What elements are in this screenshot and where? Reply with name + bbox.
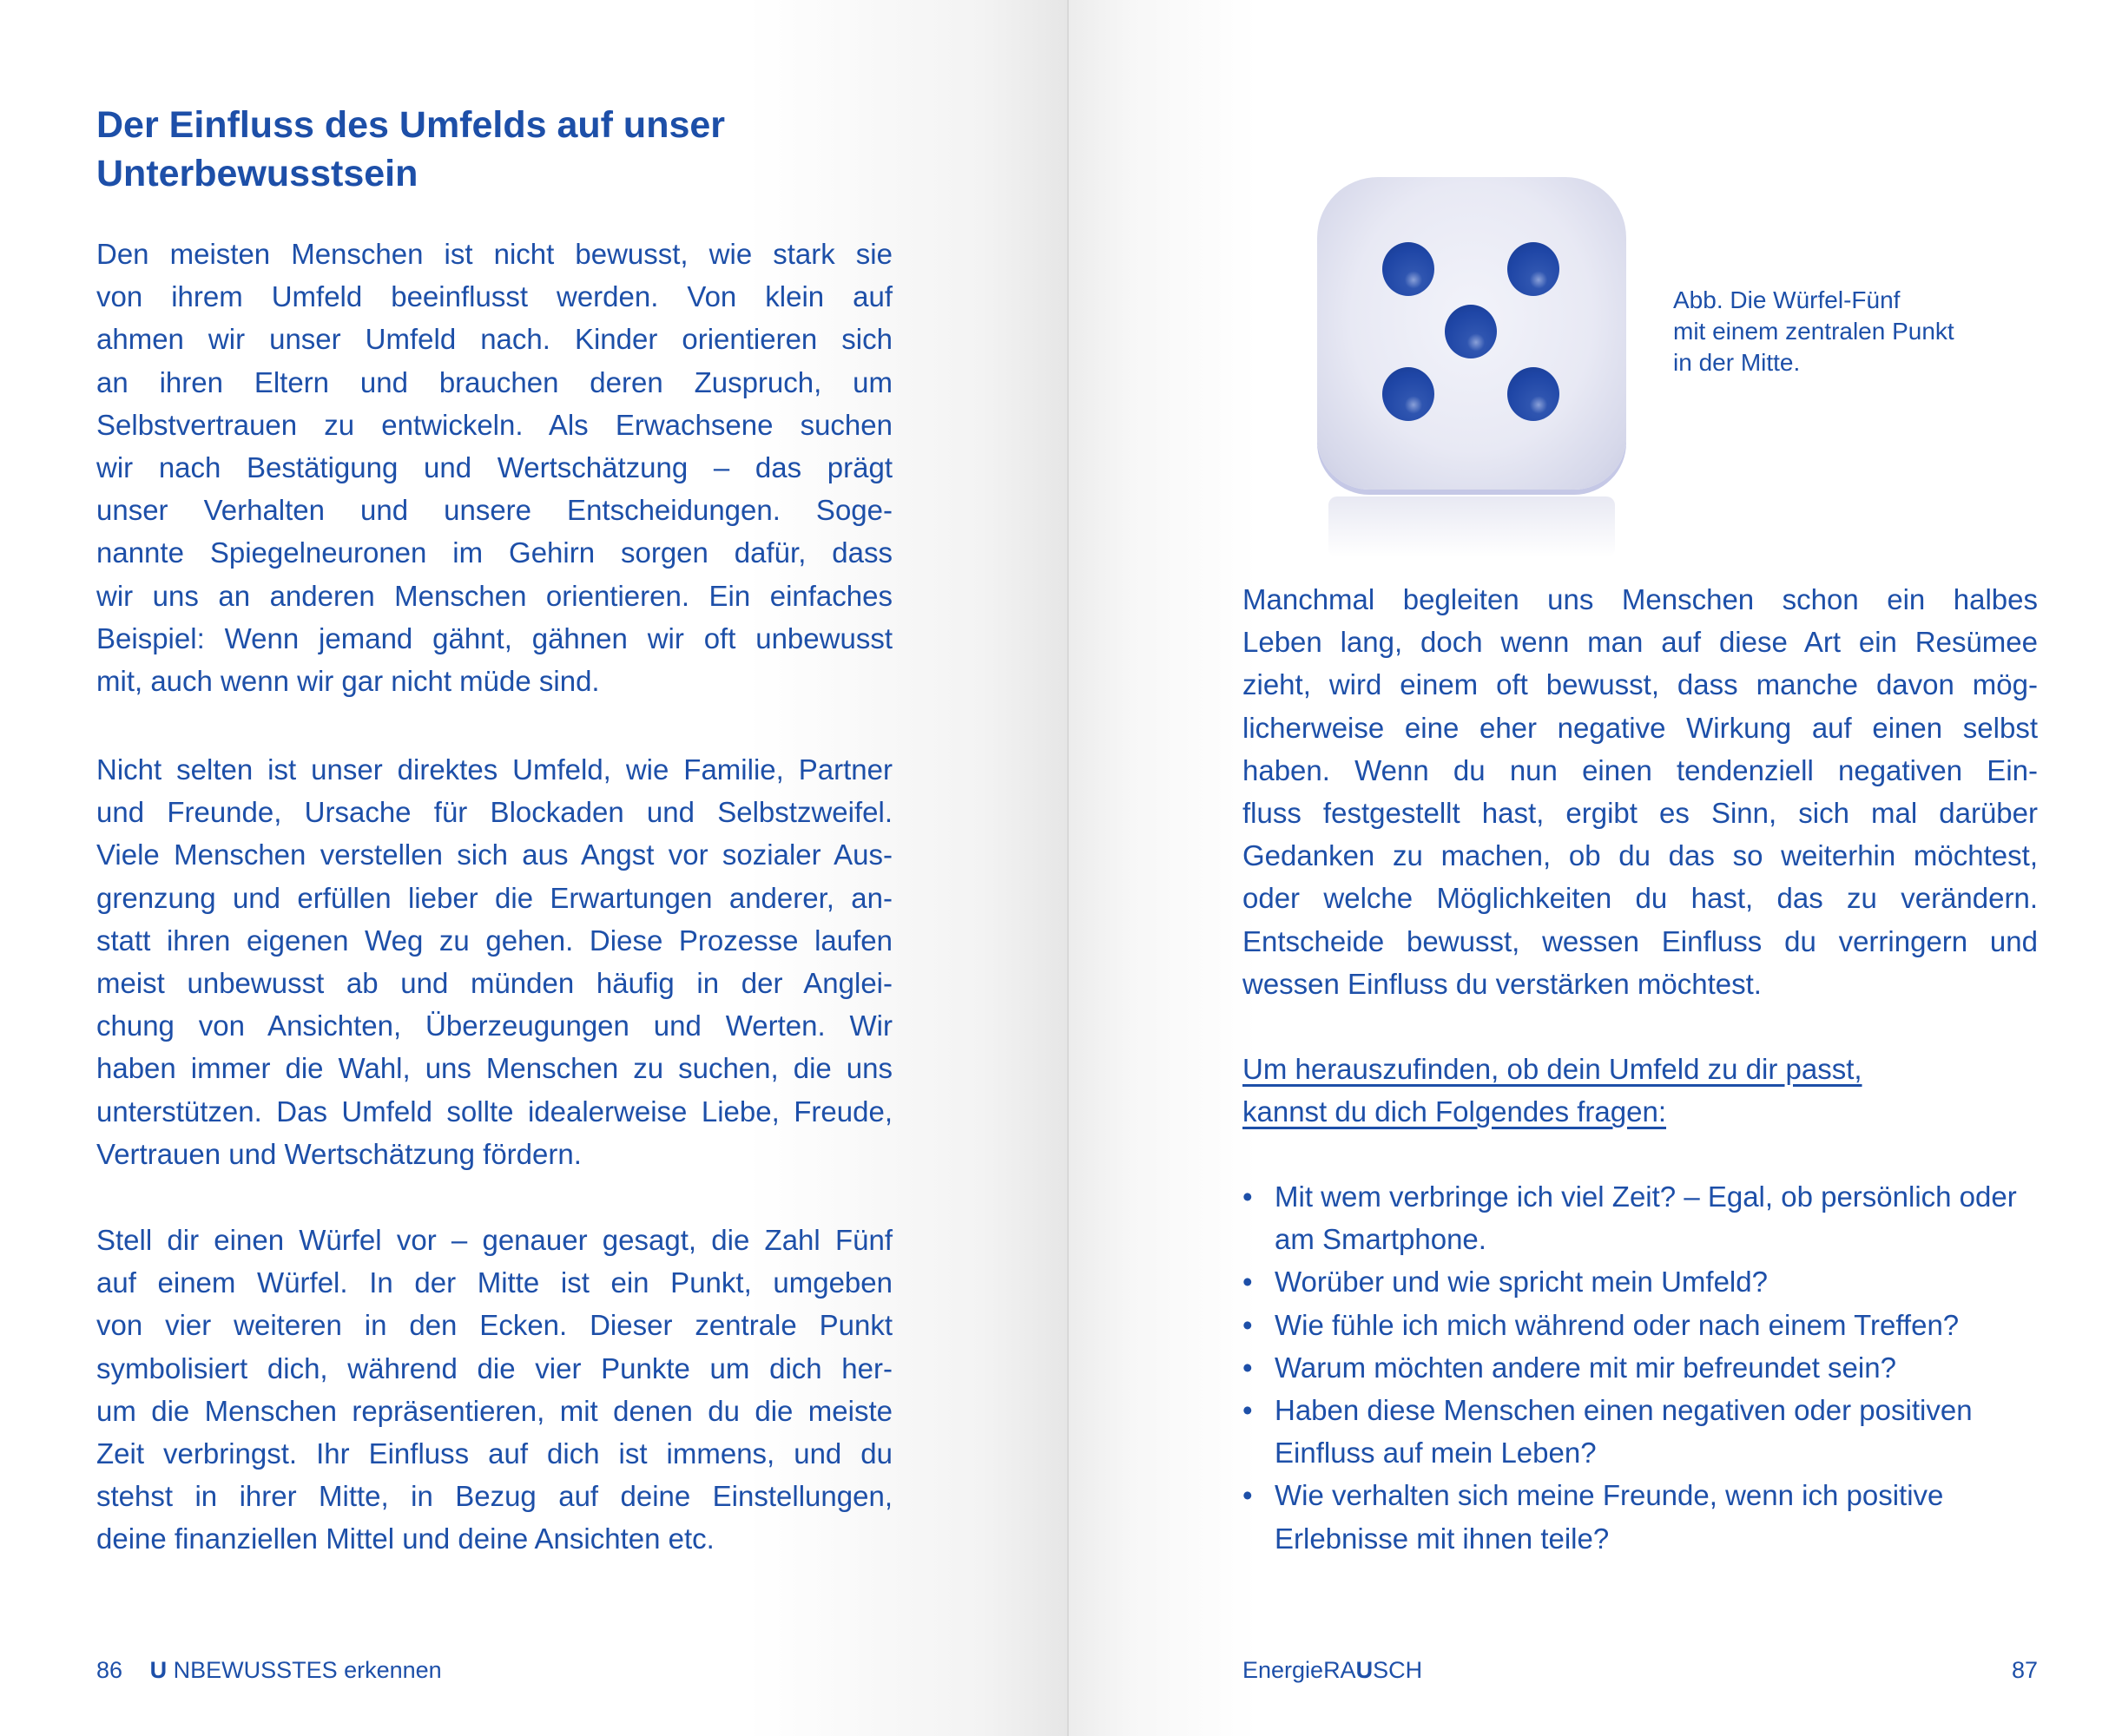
list-item (1242, 1389, 2038, 1474)
text-line: Selbstvertrauen zu entwickeln. Als Erwachsene suchen (96, 408, 893, 441)
caption-line: mit einem zentralen Punkt (1673, 318, 1954, 345)
paragraph-3 (96, 1219, 893, 1561)
text-line: mit, auch wenn wir gar nicht müde sind. (96, 664, 600, 697)
text-line: fluss festgestellt hast, ergibt es Sinn, sich mal darüber (1242, 796, 2038, 829)
caption-line: Abb. Die Würfel-Fünf (1673, 286, 1901, 313)
text-line: Beispiel: Wenn jemand gähnt, gähnen wir oft unbewusst (96, 621, 893, 654)
text-line: haben immer die Wahl, uns Menschen zu suchen, die uns (96, 1052, 893, 1085)
book-title-part: SCH (1373, 1657, 1423, 1683)
text-line: um die Menschen repräsentieren, mit denen du die meiste (96, 1394, 893, 1427)
text-line: Manchmal begleiten uns Menschen schon ein halbes (1242, 583, 2038, 615)
intro-line: Um herauszufinden, ob dein Umfeld zu dir passt, (1242, 1053, 1862, 1085)
text-line: von vier weiteren in den Ecken. Dieser zentrale Punkt (96, 1309, 893, 1342)
chapter-heading (96, 101, 725, 198)
die-five-image (1317, 177, 1626, 490)
right-page-number: 87 (2011, 1657, 2038, 1683)
book-spine (1067, 0, 1069, 1736)
text-line: meist unbewusst ab und münden häufig in der Anglei- (96, 966, 893, 999)
bullet-icon: • (1242, 1394, 1253, 1427)
question-text: Haben diese Menschen einen negativen oder positiven Einfluss auf mein Leben? (1275, 1394, 1973, 1470)
text-line: Viele Menschen verstellen sich aus Angst vor sozialer Aus- (96, 838, 893, 871)
bullet-icon: • (1242, 1479, 1253, 1512)
section-initial: U (149, 1657, 168, 1683)
list-item (1242, 1346, 2038, 1389)
text-line: symbolisiert dich, während die vier Punkte um dich her- (96, 1351, 893, 1384)
text-line: auf einem Würfel. In der Mitte ist ein Punkt, umgeben (96, 1266, 893, 1299)
text-line: Leben lang, doch wenn man auf diese Art ein Resümee (1242, 626, 2038, 659)
question-text: Wie fühle ich mich während oder nach einem Treffen? (1275, 1308, 1960, 1341)
list-item (1242, 1260, 2038, 1303)
text-line: statt ihren eigenen Weg zu gehen. Diese Prozesse laufen (96, 924, 893, 957)
text-line: wir uns an anderen Menschen orientieren. Ein einfaches (96, 579, 893, 612)
text-line: an ihren Eltern und brauchen deren Zuspruch, um (96, 365, 893, 398)
text-line: ahmen wir unser Umfeld nach. Kinder orientieren sich (96, 323, 893, 356)
text-line: Stell dir einen Würfel vor – genauer gesagt, die Zahl Fünf (96, 1224, 893, 1256)
die-pip (1507, 367, 1559, 421)
text-line: Den meisten Menschen ist nicht bewusst, wie stark sie (96, 238, 893, 270)
bullet-icon: • (1242, 1266, 1253, 1299)
paragraph-2 (96, 748, 893, 1175)
bullet-icon: • (1242, 1180, 1253, 1213)
page-number: 86 (96, 1657, 123, 1683)
text-line: Zeit verbringst. Ihr Einfluss auf dich ist immens, und du (96, 1437, 893, 1470)
text-line: unser Verhalten und unsere Entscheidungen. Soge- (96, 494, 893, 527)
text-line: Nicht selten ist unser direktes Umfeld, wie Familie, Partner (96, 753, 893, 786)
figure-caption (1673, 285, 1954, 378)
text-line: nannte Spiegelneuronen im Gehirn sorgen dafür, dass (96, 536, 893, 569)
text-line: Vertrauen und Wertschätzung fördern. (96, 1137, 582, 1170)
book-title-initial: U (1355, 1657, 1374, 1683)
text-line: Gedanken zu machen, ob du das so weiterhin möchtest, (1242, 839, 2038, 872)
caption-line: in der Mitte. (1673, 349, 1801, 376)
list-item (1242, 1175, 2038, 1260)
heading-line: Unterbewusstsein (96, 153, 418, 194)
text-line: grenzung und erfüllen lieber die Erwartungen anderer, an- (96, 881, 893, 914)
die-pip (1382, 367, 1434, 421)
text-line: wir nach Bestätigung und Wertschätzung – das prägt (96, 450, 893, 483)
paragraph-1 (96, 233, 893, 702)
die-pip-center (1445, 305, 1497, 358)
text-line: Entscheide bewusst, wessen Einfluss du verringern und (1242, 924, 2038, 957)
text-line: unterstützen. Das Umfeld sollte idealerweise Liebe, Freude, (96, 1095, 893, 1128)
section-name: NBEWUSSTES erkennen (173, 1657, 442, 1683)
text-line: oder welche Möglichkeiten du hast, das zu verändern. (1242, 882, 2038, 915)
left-footer (96, 1654, 442, 1686)
text-line: und Freunde, Ursache für Blockaden und Selbstzweifel. (96, 796, 893, 829)
die-pip (1507, 242, 1559, 296)
text-line: deine finanziellen Mittel und deine Ansichten etc. (96, 1522, 715, 1555)
question-text: Worüber und wie spricht mein Umfeld? (1275, 1266, 1768, 1299)
text-line: stehst in ihrer Mitte, in Bezug auf deine Einstellungen, (96, 1480, 893, 1513)
text-line: von ihrem Umfeld beeinflusst werden. Von klein auf (96, 280, 893, 313)
intro-line: kannst du dich Folgendes fragen: (1242, 1095, 1666, 1128)
list-item (1242, 1474, 2038, 1559)
question-text: Wie verhalten sich meine Freunde, wenn ich positive Erlebnisse mit ihnen teile? (1275, 1479, 1944, 1555)
text-line: chung von Ansichten, Überzeugungen und Werten. Wir (96, 1009, 893, 1042)
question-text: Mit wem verbringe ich viel Zeit? – Egal, ob persönlich oder am Smartphone. (1275, 1180, 2017, 1256)
right-footer-title (1242, 1654, 1422, 1686)
bullet-icon: • (1242, 1351, 1253, 1384)
die-pip (1382, 242, 1434, 296)
book-title-part: EnergieRA (1242, 1657, 1356, 1683)
question-list (1242, 1175, 2038, 1560)
bullet-icon: • (1242, 1308, 1253, 1341)
right-paragraph (1242, 578, 2038, 1005)
text-line: haben. Wenn du nun einen tendenziell negativen Ein- (1242, 753, 2038, 786)
list-item (1242, 1304, 2038, 1346)
text-line: wessen Einfluss du verstärken möchtest. (1242, 967, 1762, 1000)
text-line: zieht, wird einem oft bewusst, dass manche davon mög- (1242, 668, 2038, 701)
heading-line: Der Einfluss des Umfelds auf unser (96, 104, 726, 146)
question-text: Warum möchten andere mit mir befreundet sein? (1275, 1351, 1896, 1384)
die-reflection (1328, 496, 1615, 557)
text-line: licherweise eine eher negative Wirkung auf einen selbst (1242, 711, 2038, 744)
question-intro (1242, 1048, 1862, 1133)
